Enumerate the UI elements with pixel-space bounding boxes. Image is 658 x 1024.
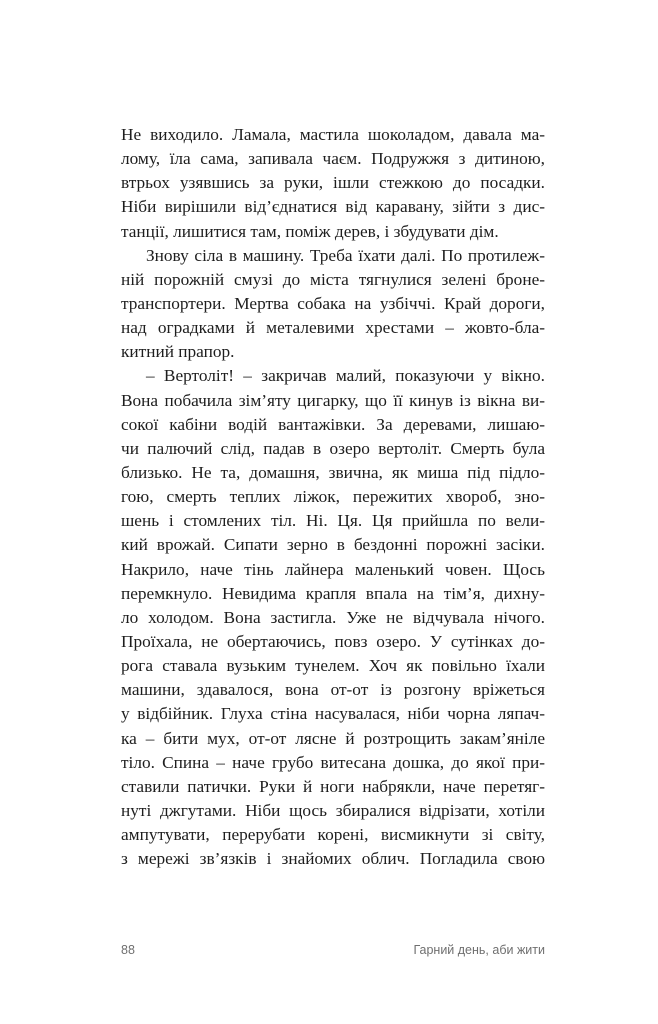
text-line: близько. Не та, домашня, звична, як миша під підло- xyxy=(121,462,545,482)
text-line: машини, здавалося, вона от-от із розгону вріжеться xyxy=(121,680,545,700)
text-line: з мережі зв’язків і знайомих облич. Погладила свою xyxy=(121,849,545,869)
text-line: ній порожній смузі до міста тягнулися зелені броне- xyxy=(121,269,545,289)
text-line: Не виходило. Ламала, мастила шоколадом, давала ма- xyxy=(121,125,545,144)
text-line: у відбійник. Глуха стіна насувалася, ніби чорна ляпач- xyxy=(121,704,545,724)
text-line: кий врожай. Сипати зерно в бездонні порожні засіки. xyxy=(121,535,545,555)
text-line: чи палючий слід, падав в озеро вертоліт. Смерть була xyxy=(121,438,545,458)
text-line: тіло. Спина – наче грубо витесана дошка, до якої при- xyxy=(121,752,545,772)
text-line: транспортери. Мертва собака на узбіччі. Край дороги, xyxy=(121,293,545,313)
text-line: Проїхала, не обертаючись, повз озеро. У сутінках до- xyxy=(121,631,545,651)
text-line: над оградками й металевими хрестами – жовто-бла- xyxy=(121,318,545,338)
text-line: лому, їла сама, запивала чаєм. Подружжя з дитиною, xyxy=(121,149,545,169)
text-line: – Вертоліт! – закричав малий, показуючи у вікно. xyxy=(146,366,545,386)
text-line: танції, лишитися там, поміж дерев, і збудувати дім. xyxy=(121,221,499,241)
page-number: 88 xyxy=(121,943,135,957)
text-line: Накрило, наче тінь лайнера маленький човен. Щось xyxy=(121,559,545,579)
text-line: нуті джгутами. Ніби щось збиралися відрізати, хотіли xyxy=(121,800,545,820)
text-line: ставили патички. Руки й ноги набрякли, наче перетяг- xyxy=(121,776,545,796)
body-text xyxy=(121,123,545,871)
text-line: гою, смерть теплих ліжок, пережитих хвороб, зно- xyxy=(121,487,545,507)
text-line: втрьох узявшись за руки, ішли стежкою до посадки. xyxy=(121,173,545,193)
text-line: Знову сіла в машину. Треба їхати далі. По протилеж- xyxy=(146,245,545,265)
text-line: ампутувати, перерубати корені, висмикнути зі світу, xyxy=(121,825,545,845)
text-line: китний прапор. xyxy=(121,342,235,362)
text-line: шень і стомлених тіл. Ні. Ця. Ця прийшла по вели- xyxy=(121,511,545,531)
text-line: ка – бити мух, от-от лясне й розтрощить закам’яніле xyxy=(121,728,545,748)
text-line: перемкнуло. Невидима крапля впала на тім’я, дихну- xyxy=(121,583,545,603)
page-footer xyxy=(121,940,545,960)
text-line: сокої кабіни водій вантажівки. За деревами, лишаю- xyxy=(121,414,545,434)
text-line: Вона побачила зім’яту цигарку, що її кинув із вікна ви- xyxy=(121,390,545,410)
running-title: Гарний день, аби жити xyxy=(413,943,545,957)
text-line: ло холодом. Вона застигла. Уже не відчувала нічого. xyxy=(121,607,545,627)
text-line: рога ставала вузьким тунелем. Хоч як повільно їхали xyxy=(121,656,545,676)
text-line: Ніби вирішили від’єднатися від каравану, зійти з дис- xyxy=(121,197,545,217)
